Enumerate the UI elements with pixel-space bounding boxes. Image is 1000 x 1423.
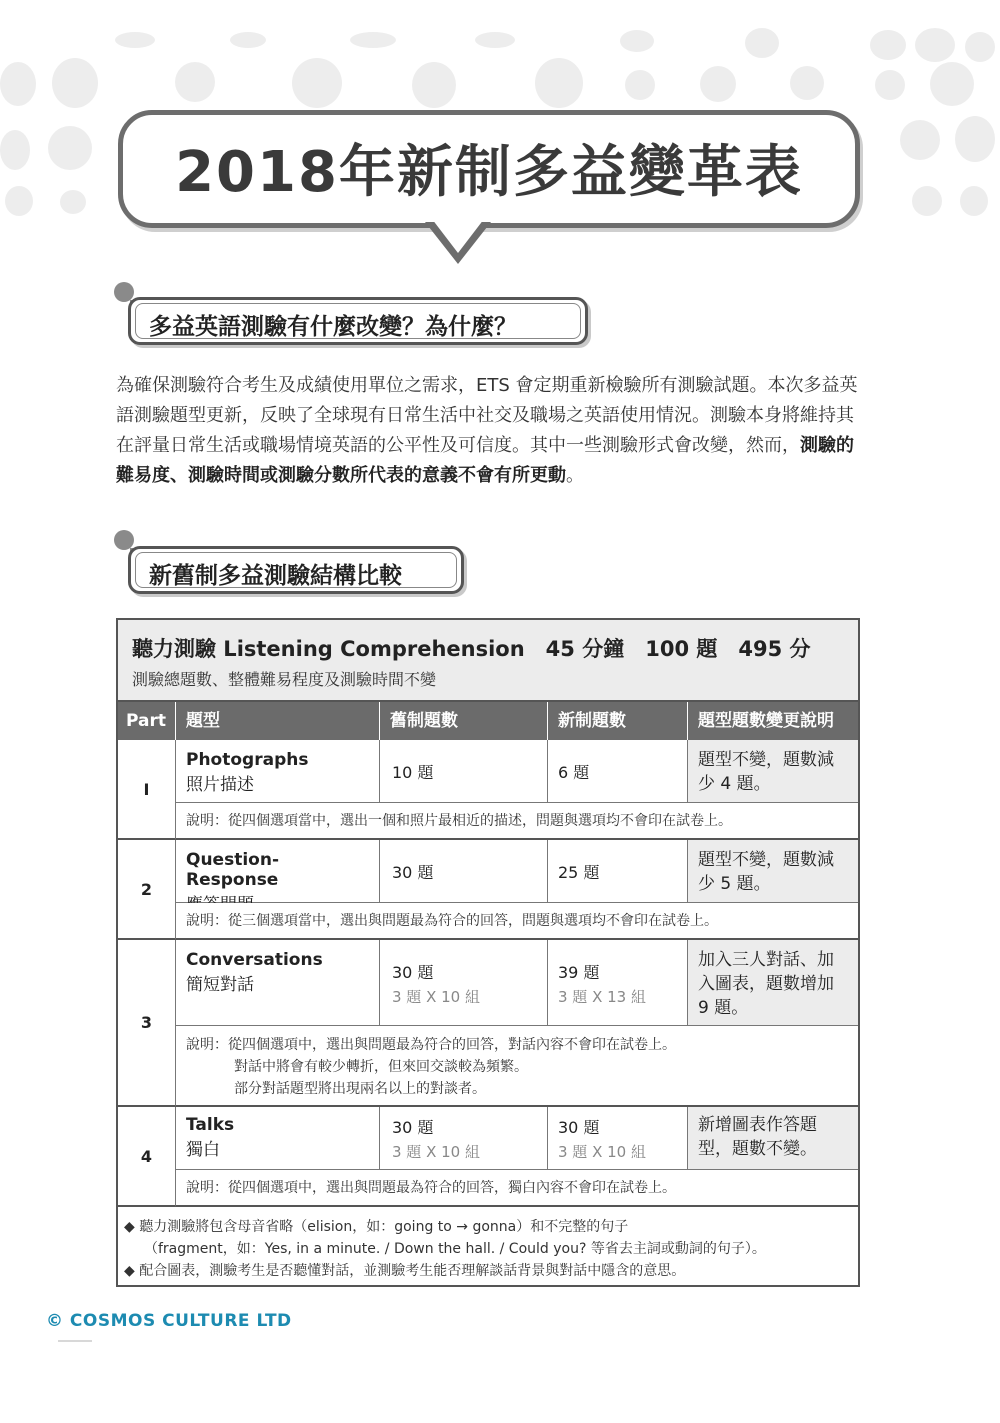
column-header-type: 題型 [176, 702, 380, 740]
old-count: 30 題 [392, 963, 434, 982]
page-title: 2018年新制多益變革表 [175, 140, 803, 205]
change-description: 題型不變，題數減少 5 題。 [688, 840, 858, 903]
column-header-part: Part [118, 702, 176, 740]
change-description: 加入三人對話、加入圖表，題數增加 9 題。 [688, 940, 858, 1026]
intro-end: 。 [566, 465, 584, 486]
old-count: 30 題 [392, 1118, 434, 1137]
part-number: 2 [118, 840, 176, 940]
footnote-2: ◆ 配合圖表，測驗考生是否聽懂對話，並測驗考生能否理解談話背景與對話中隱含的意思。 [124, 1263, 686, 1279]
type-english: Conversations [186, 950, 323, 970]
column-header-change-desc: 題型題數變更說明 [688, 702, 858, 740]
row-note-line3: 部分對話題型將出現兩名以上的對談者。 [234, 1081, 486, 1097]
row-note: 說明：從四個選項中，選出與問題最為符合的回答，對話內容不會印在試卷上。 [186, 1037, 676, 1053]
part-number: 3 [118, 940, 176, 1107]
page-number-underline [58, 1340, 92, 1342]
new-count: 30 題 [558, 1118, 600, 1137]
listening-subtitle: 測驗總題數、整體難易程度及測驗時間不變 [132, 670, 437, 689]
section-heading-compare: 新舊制多益測驗結構比較 [149, 563, 402, 589]
type-english: Photographs [186, 750, 309, 770]
row-note-line2: 對話中將會有較少轉折，但來回交談較為頻繁。 [234, 1059, 528, 1075]
intro-text: 為確保測驗符合考生及成績使用單位之需求，ETS 會定期重新檢驗所有測驗試題。本次多益英語測驗題型更新，反映了全球現有日常生活中社交及職場之英語使用情況。測驗本身將維持其在評量日常生活或職場情境英語的公平性及可信度。其中一些測驗形式會改變，然而， [116, 375, 858, 456]
new-count: 25 題 [558, 863, 600, 882]
change-description: 新增圖表作答題型，題數不變。 [688, 1107, 858, 1170]
part-number: 4 [118, 1107, 176, 1207]
type-chinese: 簡短對話 [186, 975, 254, 995]
part-number: I [118, 740, 176, 840]
type-chinese: 照片描述 [186, 775, 254, 795]
column-header-old-count: 舊制題數 [380, 702, 548, 740]
type-chinese: 獨白 [186, 1140, 220, 1160]
new-count: 39 題 [558, 963, 600, 982]
footnote-1: ◆ 聽力測驗將包含母音省略（elision，如：going to → gonna）和不完整的句子 [124, 1219, 629, 1235]
old-count-groups: 3 題 X 10 組 [392, 988, 480, 1006]
table-header-band [118, 620, 858, 702]
column-header-new-count: 新制題數 [548, 702, 688, 740]
title-bubble-tail-fill [432, 219, 484, 253]
section-heading-box [128, 546, 464, 594]
row-note: 說明：從四個選項當中，選出一個和照片最相近的描述，問題與選項均不會印在試卷上。 [186, 813, 732, 829]
table-footnotes [124, 1216, 766, 1282]
listening-title: 聽力測驗 Listening Comprehension 45 分鐘 100 題 495 分 [132, 637, 811, 661]
section-heading-changes: 多益英語測驗有什麼改變？為什麼？ [149, 314, 517, 340]
new-count: 6 題 [558, 763, 590, 782]
intro-bold-text: 測驗的難易度、測驗時間或測驗分數所代表的意義不會有所更動 [116, 435, 854, 486]
change-description: 題型不變，題數減少 4 題。 [688, 740, 858, 803]
old-count: 10 題 [392, 763, 434, 782]
section-heading-box [128, 297, 588, 345]
listening-comparison-table [116, 618, 860, 1287]
footnote-1-cont: （fragment，如：Yes, in a minute. / Down the hall. / Could you? 等省去主詞或動詞的句子）。 [144, 1241, 766, 1257]
new-count-groups: 3 題 X 13 組 [558, 988, 646, 1006]
copyright-watermark: © COSMOS CULTURE LTD [46, 1311, 292, 1331]
old-count-groups: 3 題 X 10 組 [392, 1143, 480, 1161]
row-note: 說明：從三個選項當中，選出與問題最為符合的回答，問題與選項均不會印在試卷上。 [186, 913, 718, 929]
old-count: 30 題 [392, 863, 434, 882]
intro-paragraph [116, 371, 866, 491]
type-english: Question-Response [186, 850, 279, 890]
new-count-groups: 3 題 X 10 組 [558, 1143, 646, 1161]
row-note: 說明：從四個選項中，選出與問題最為符合的回答，獨白內容不會印在試卷上。 [186, 1180, 676, 1196]
section-marker-dot [114, 282, 134, 302]
type-english: Talks [186, 1115, 235, 1135]
section-marker-dot [114, 530, 134, 550]
